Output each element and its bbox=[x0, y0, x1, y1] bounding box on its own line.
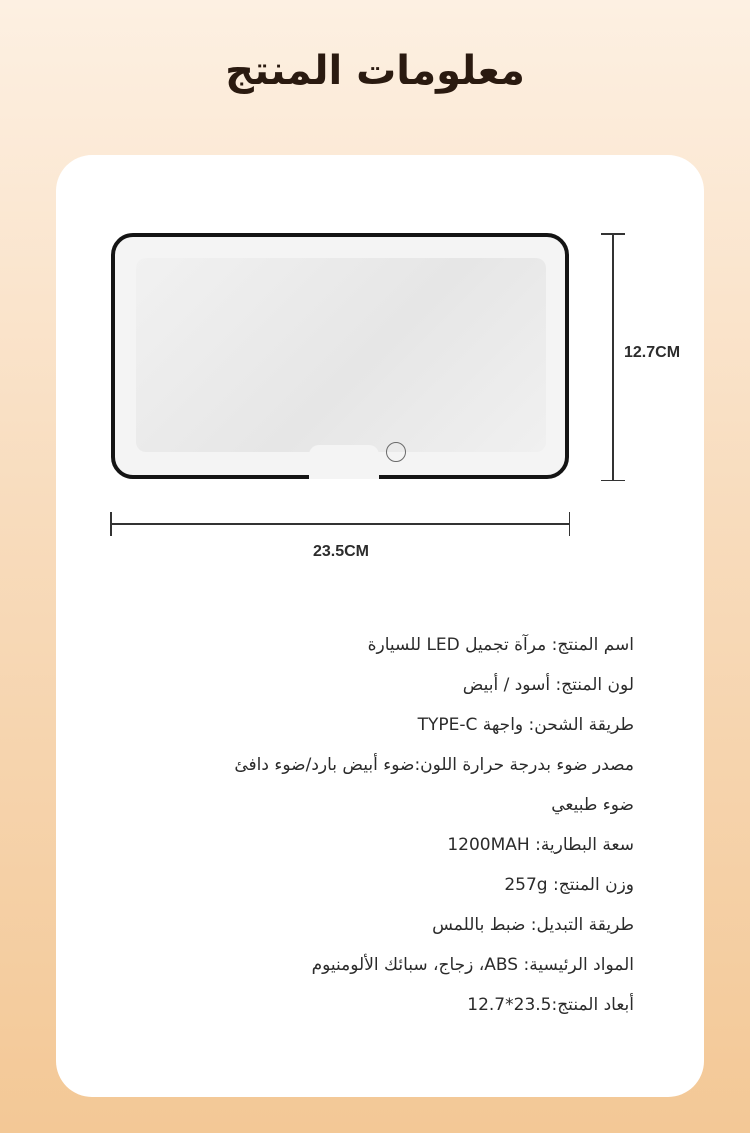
spec-text: سعة البطارية: 1200MAH bbox=[447, 835, 634, 855]
spec-weight bbox=[74, 865, 634, 905]
spec-light-source bbox=[74, 745, 634, 785]
spec-materials bbox=[74, 945, 634, 985]
spec-switch-method bbox=[74, 905, 634, 945]
spec-text: طريقة الشحن: واجهة TYPE-C bbox=[417, 715, 634, 735]
spec-text: أبعاد المنتج:23.5*12.7 bbox=[467, 995, 634, 1015]
spec-text: وزن المنتج: 257g bbox=[504, 875, 634, 895]
dimension-cap bbox=[569, 512, 571, 536]
spec-text: ضوء طبيعي bbox=[551, 795, 634, 815]
spec-battery bbox=[74, 825, 634, 865]
spec-charging-method bbox=[74, 705, 634, 745]
mirror-glass bbox=[136, 258, 546, 452]
spec-text: المواد الرئيسية: ABS، زجاج، سبائك الألومنيوم bbox=[311, 955, 634, 975]
mirror-notch bbox=[309, 445, 379, 479]
dimension-line bbox=[110, 523, 570, 525]
product-info-card bbox=[56, 155, 704, 1097]
spec-list bbox=[74, 625, 634, 1025]
width-dimension-line bbox=[110, 512, 570, 536]
page-title: معلومات المنتج bbox=[225, 48, 525, 94]
dimension-cap bbox=[601, 480, 625, 482]
spec-product-name bbox=[74, 625, 634, 665]
spec-text: اسم المنتج: مرآة تجميل LED للسيارة bbox=[367, 635, 634, 655]
height-label: 12.7CM bbox=[624, 344, 681, 361]
spec-text: طريقة التبديل: ضبط باللمس bbox=[432, 915, 634, 935]
spec-dimensions bbox=[74, 985, 634, 1025]
spec-text: لون المنتج: أسود / أبيض bbox=[462, 675, 634, 695]
spec-light-source-cont bbox=[74, 785, 634, 825]
height-dimension-line bbox=[601, 233, 625, 481]
mirror-illustration bbox=[111, 233, 569, 479]
spec-product-color bbox=[74, 665, 634, 705]
dimension-line bbox=[612, 233, 614, 481]
width-label: 23.5CM bbox=[312, 543, 370, 560]
spec-text: مصدر ضوء بدرجة حرارة اللون:ضوء أبيض بارد/ضوء دافئ bbox=[234, 755, 634, 775]
touch-button-icon bbox=[386, 442, 406, 462]
